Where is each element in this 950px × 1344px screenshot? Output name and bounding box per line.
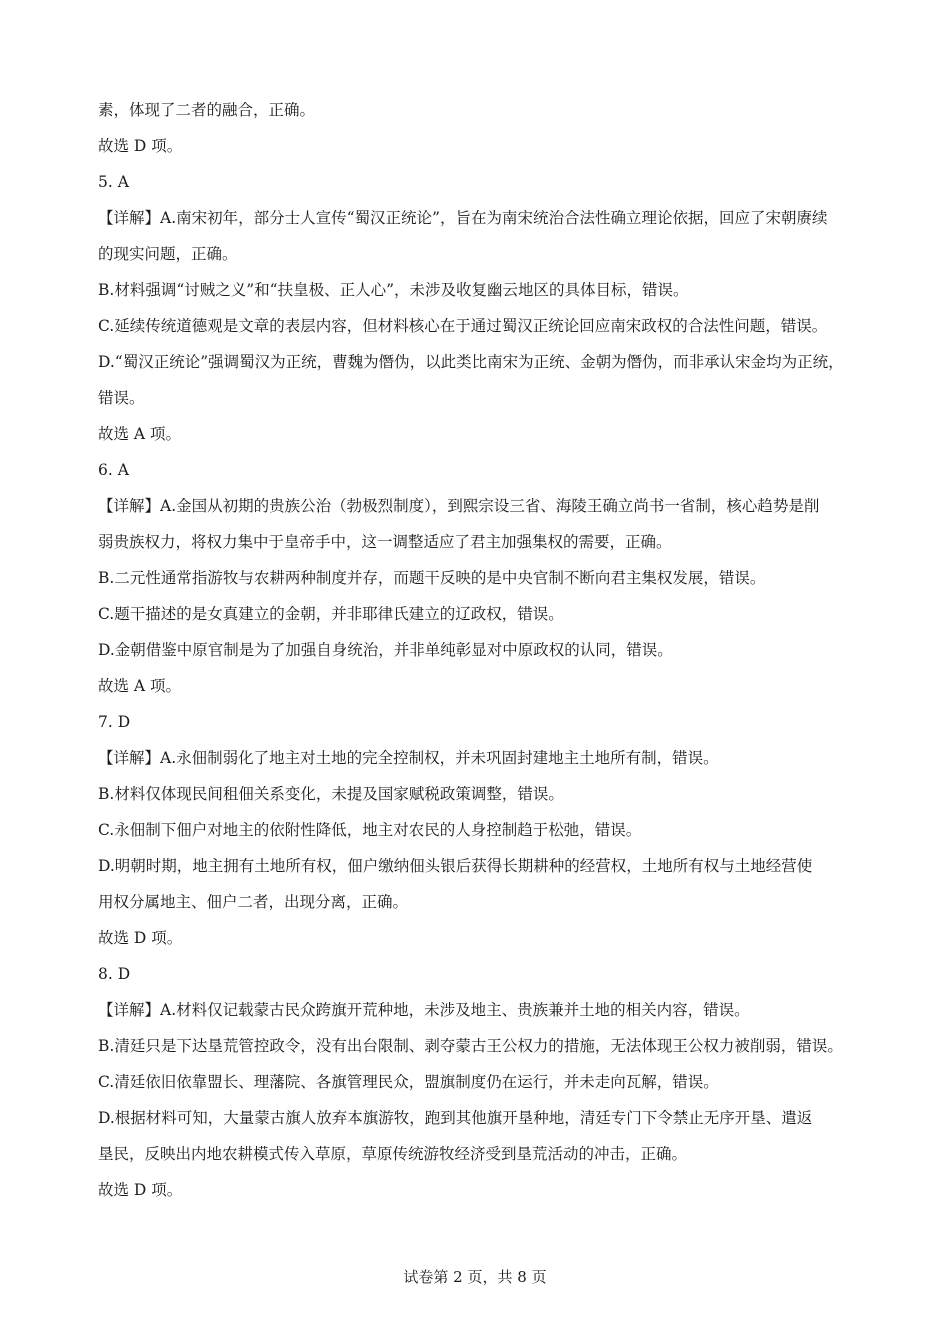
option-b-line: B.材料强调“讨贼之义”和“扶皇极、正人心”，未涉及收复幽云地区的具体目标，错误。 bbox=[98, 281, 689, 299]
option-d-line: D.根据材料可知，大量蒙古旗人放弃本旗游牧，跑到其他旗开垦种地，清廷专门下令禁止无序开垦、遣返 bbox=[98, 1109, 813, 1127]
answer-choice-line: 故选 A 项。 bbox=[98, 677, 182, 695]
question-number-7: 7. D bbox=[98, 713, 131, 731]
explanation-line: 【详解】A.材料仅记载蒙古民众跨旗开荒种地，未涉及地主、贵族兼并土地的相关内容，错误。 bbox=[98, 1001, 750, 1019]
document-body bbox=[98, 92, 856, 1208]
text-line: 的现实问题，正确。 bbox=[98, 245, 238, 263]
option-c-line: C.清廷依旧依靠盟长、理藩院、各旗管理民众，盟旗制度仍在运行，并未走向瓦解，错误。 bbox=[98, 1073, 719, 1091]
option-c-line: C.题干描述的是女真建立的金朝，并非耶律氏建立的辽政权，错误。 bbox=[98, 605, 564, 623]
option-c-line: C.延续传统道德观是文章的表层内容，但材料核心在于通过蜀汉正统论回应南宋政权的合法性问题，错误。 bbox=[98, 317, 828, 335]
explanation-line: 【详解】A.永佃制弱化了地主对土地的完全控制权，并未巩固封建地主土地所有制，错误。 bbox=[98, 749, 719, 767]
answer-choice-line: 故选 D 项。 bbox=[98, 137, 183, 155]
option-b-line: B.二元性通常指游牧与农耕两种制度并存，而题干反映的是中央官制不断向君主集权发展，错误。 bbox=[98, 569, 766, 587]
explanation-line: 【详解】A.金国从初期的贵族公治（勃极烈制度），到熙宗设三省、海陵王确立尚书一省制，核心趋势是削 bbox=[98, 497, 820, 515]
text-line: 用权分属地主、佃户二者，出现分离，正确。 bbox=[98, 893, 409, 911]
option-b-line: B.材料仅体现民间租佃关系变化，未提及国家赋税政策调整，错误。 bbox=[98, 785, 564, 803]
question-number-5: 5. A bbox=[98, 173, 129, 191]
answer-choice-line: 故选 A 项。 bbox=[98, 425, 182, 443]
text-line: 垦民，反映出内地农耕模式传入草原，草原传统游牧经济受到垦荒活动的冲击，正确。 bbox=[98, 1145, 688, 1163]
answer-choice-line: 故选 D 项。 bbox=[98, 1181, 183, 1199]
text-line: 弱贵族权力，将权力集中于皇帝手中，这一调整适应了君主加强集权的需要，正确。 bbox=[98, 533, 672, 551]
text-line: 素，体现了二者的融合，正确。 bbox=[98, 101, 316, 119]
answer-choice-line: 故选 D 项。 bbox=[98, 929, 183, 947]
option-c-line: C.永佃制下佃户对地主的依附性降低，地主对农民的人身控制趋于松弛，错误。 bbox=[98, 821, 642, 839]
option-d-line: D.金朝借鉴中原官制是为了加强自身统治，并非单纯彰显对中原政权的认同，错误。 bbox=[98, 641, 673, 659]
question-number-6: 6. A bbox=[98, 461, 129, 479]
option-b-line: B.清廷只是下达垦荒管控政令，没有出台限制、剥夺蒙古王公权力的措施，无法体现王公权力被削弱，错误。 bbox=[98, 1037, 843, 1055]
question-number-8: 8. D bbox=[98, 965, 131, 983]
text-line: 错误。 bbox=[98, 389, 145, 407]
option-d-line: D.明朝时期，地主拥有土地所有权，佃户缴纳佃头银后获得长期耕种的经营权，土地所有权与土地经营使 bbox=[98, 857, 813, 875]
page-footer: 试卷第 2 页，共 8 页 bbox=[403, 1268, 547, 1286]
option-d-line: D.“蜀汉正统论”强调蜀汉为正统，曹魏为僭伪，以此类比南宋为正统、金朝为僭伪，而非承认宋金均为正统， bbox=[98, 353, 844, 371]
explanation-line: 【详解】A.南宋初年，部分士人宣传“蜀汉正统论”，旨在为南宋统治合法性确立理论依据，回应了宋朝赓续 bbox=[98, 209, 828, 227]
